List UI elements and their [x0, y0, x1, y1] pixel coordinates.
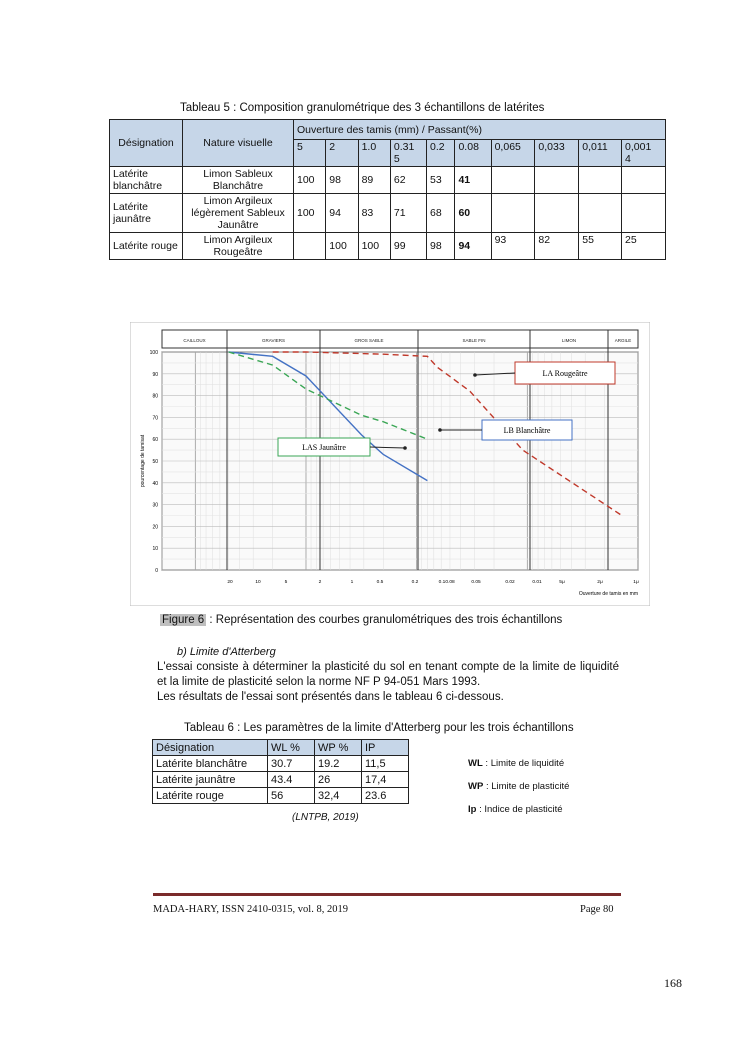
cell: Latérite jaunâtre — [153, 772, 268, 788]
table-row — [110, 194, 666, 233]
cell-value: 89 — [358, 167, 390, 194]
y-tick-label: 80 — [152, 393, 158, 400]
cell: 30.7 — [268, 756, 315, 772]
legend-item: WL : Limite de liquidité — [468, 758, 565, 769]
table-row — [153, 788, 409, 804]
x-tick-label: 0.2 — [411, 580, 419, 585]
cell-nature: Limon Sableux Blanchâtre — [183, 167, 294, 194]
cell: 11,5 — [362, 756, 409, 772]
cell: 26 — [315, 772, 362, 788]
x-tick-label: 0.05 — [471, 580, 481, 585]
cell-value — [491, 194, 535, 233]
cell-value: 25 — [622, 233, 666, 260]
cell-value: 100 — [294, 167, 326, 194]
sieve-header: 2 — [326, 140, 358, 167]
y-tick-label: 10 — [152, 546, 158, 553]
sieve-header: 0.31 5 — [390, 140, 426, 167]
page-number: 168 — [664, 976, 682, 990]
x-tick-label: 1μ — [633, 580, 639, 585]
x-tick-label: 2 — [318, 580, 322, 585]
atterberg-legend — [468, 752, 569, 821]
x-tick-label: 2μ — [597, 580, 603, 585]
cell: 32,4 — [315, 788, 362, 804]
x-tick-label: 20 — [227, 580, 233, 585]
table-row — [153, 756, 409, 772]
y-axis-label: pourcentage de tamisat — [140, 434, 146, 488]
col-group-sieves: Ouverture des tamis (mm) / Passant(%) — [294, 120, 666, 140]
y-tick-label: 20 — [152, 524, 158, 531]
series-label: LA Rougeâtre — [542, 369, 588, 378]
x-tick-label: 0.02 — [505, 580, 515, 585]
label-arrow-head — [403, 446, 407, 450]
series-label: LB Blanchâtre — [503, 426, 551, 435]
cell-value: 100 — [358, 233, 390, 260]
label-arrow-head — [473, 373, 477, 377]
legend-item: Ip : Indice de plasticité — [468, 804, 563, 815]
zone-label: CAILLOUX — [183, 338, 206, 343]
zone-label: LIMON — [561, 338, 577, 343]
label-arrow-head — [438, 428, 442, 432]
cell-value: 60 — [455, 194, 491, 233]
table5-caption: Tableau 5 : Composition granulométrique des 3 échantillons de latérites — [180, 102, 545, 114]
sieve-header: 0,033 — [535, 140, 579, 167]
cell-value — [535, 167, 579, 194]
sieve-header: 1.0 — [358, 140, 390, 167]
cell-value: 82 — [535, 233, 579, 260]
cell-value: 68 — [427, 194, 455, 233]
cell-value: 99 — [390, 233, 426, 260]
cell-nature: Limon Argileux légèrement Sableux Jaunâtre — [183, 194, 294, 233]
granulometry-table — [109, 119, 666, 260]
section-title: b) Limite d'Atterberg — [177, 646, 276, 658]
cell-designation: Latérite blanchâtre — [110, 167, 183, 194]
cell-value: 53 — [427, 167, 455, 194]
footer-right: Page 80 — [580, 904, 614, 915]
cell-value — [535, 194, 579, 233]
header-cell: WL % — [268, 740, 315, 756]
x-tick-label: 0.01 — [532, 580, 542, 585]
y-tick-label: 90 — [152, 371, 158, 378]
cell-value: 83 — [358, 194, 390, 233]
table6-source: (LNTPB, 2019) — [292, 812, 359, 823]
sieve-header: 0.08 — [455, 140, 491, 167]
sieve-header: 0.2 — [427, 140, 455, 167]
y-tick-label: 40 — [152, 480, 158, 487]
figure6-label: Figure 6 — [162, 614, 205, 626]
y-tick-label: 0 — [155, 568, 158, 574]
cell-value: 71 — [390, 194, 426, 233]
header-cell: IP — [362, 740, 409, 756]
cell: 17,4 — [362, 772, 409, 788]
atterberg-table — [152, 739, 409, 804]
x-tick-label: 10 — [255, 580, 261, 585]
cell-value: 94 — [326, 194, 358, 233]
table-row — [110, 167, 666, 194]
zone-label: SABLE FIN — [462, 338, 486, 343]
sieve-header: 0,011 — [579, 140, 622, 167]
sieve-header: 0,065 — [491, 140, 535, 167]
cell-value — [579, 167, 622, 194]
header-cell: WP % — [315, 740, 362, 756]
x-tick-label: 5 — [284, 580, 288, 585]
sieve-header: 5 — [294, 140, 326, 167]
legend-item: WP : Limite de plasticité — [468, 781, 570, 792]
paragraph: L'essai consiste à déterminer la plasticité du sol en tenant compte de la limite de liquidité et la limite de plasticité selon la norme NF P 94-051 Mars 1993. — [157, 661, 619, 688]
figure6-caption: : Représentation des courbes granulométriques des trois échantillons — [206, 614, 563, 626]
cell-designation: Latérite jaunâtre — [110, 194, 183, 233]
cell-value: 98 — [326, 167, 358, 194]
x-tick-label: 1 — [350, 580, 354, 585]
x-tick-label: 0.5 — [376, 580, 384, 585]
col-nature: Nature visuelle — [183, 120, 294, 167]
cell: Latérite rouge — [153, 788, 268, 804]
footer-left: MADA-HARY, ISSN 2410-0315, vol. 8, 2019 — [153, 904, 348, 915]
cell-value: 93 — [491, 233, 535, 260]
cell-value: 98 — [427, 233, 455, 260]
table-row — [153, 772, 409, 788]
x-axis-label: Ouverture de tamis en mm — [578, 591, 638, 597]
y-tick-label: 50 — [152, 459, 158, 465]
y-tick-label: 30 — [152, 502, 158, 509]
cell-value — [491, 167, 535, 194]
x-tick-label: 0.08 — [445, 580, 455, 585]
cell-value: 100 — [294, 194, 326, 233]
zone-label: GRAVIERS — [262, 338, 285, 343]
cell: 56 — [268, 788, 315, 804]
x-tick-label: 0.1 — [438, 580, 446, 585]
x-tick-label: 5μ — [559, 580, 565, 585]
figure6-caption-line — [160, 614, 562, 626]
col-designation: Désignation — [110, 120, 183, 167]
header-cell: Désignation — [153, 740, 268, 756]
y-tick-label: 70 — [152, 415, 158, 422]
zone-label: ARGILE — [614, 338, 632, 343]
table6-caption: Tableau 6 : Les paramètres de la limite d'Atterberg pour les trois échantillons — [184, 722, 574, 734]
paragraph-2: Les résultats de l'essai sont présentés dans le tableau 6 ci-dessous. — [157, 691, 504, 703]
cell-value — [622, 167, 666, 194]
cell-value — [294, 233, 326, 260]
cell-value: 55 — [579, 233, 622, 260]
cell: Latérite blanchâtre — [153, 756, 268, 772]
series-label: LAS Jaunâtre — [302, 443, 346, 452]
cell: 23.6 — [362, 788, 409, 804]
cell-nature: Limon Argileux Rougeâtre — [183, 233, 294, 260]
cell-value: 94 — [455, 233, 491, 260]
y-tick-label: 60 — [152, 437, 158, 444]
zone-label: GROS SABLE — [354, 338, 384, 343]
y-tick-label: 100 — [149, 350, 158, 356]
cell-value: 100 — [326, 233, 358, 260]
cell-value — [622, 194, 666, 233]
granulometric-curves-chart — [130, 322, 650, 606]
cell-value: 62 — [390, 167, 426, 194]
cell-designation: Latérite rouge — [110, 233, 183, 260]
table-row — [110, 233, 666, 260]
footer-rule — [153, 893, 621, 896]
sieve-header: 0,001 4 — [622, 140, 666, 167]
cell: 19.2 — [315, 756, 362, 772]
cell-value — [579, 194, 622, 233]
cell-value: 41 — [455, 167, 491, 194]
cell: 43.4 — [268, 772, 315, 788]
